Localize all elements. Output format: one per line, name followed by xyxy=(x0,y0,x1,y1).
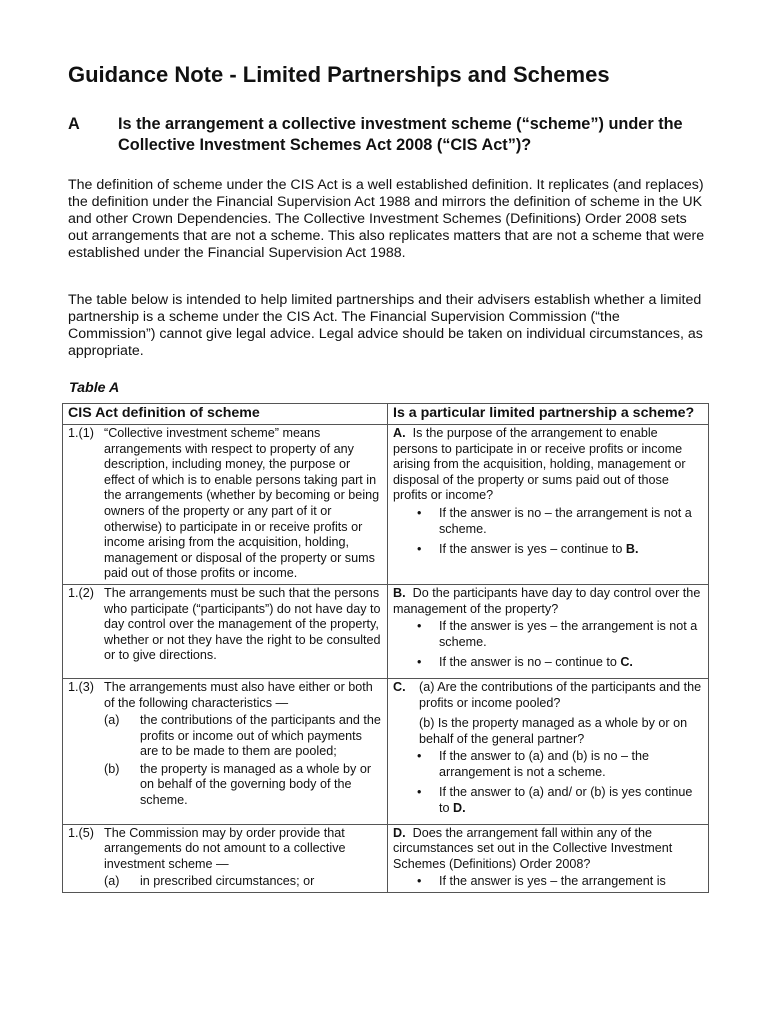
table-header-row xyxy=(63,404,709,425)
clause-text: The Commission may by order provide that arrangements do not amount to a collective investment scheme — xyxy=(104,825,346,871)
column-header-definition: CIS Act definition of scheme xyxy=(63,404,388,425)
definition-cell xyxy=(63,678,388,824)
question-text: Does the arrangement fall within any of the circumstances set out in the Collective Investment Schemes (Definitions) Order 2008? xyxy=(393,825,673,871)
question-cell xyxy=(388,678,709,824)
answer-text: If the answer to (a) and/ or (b) is yes continue to xyxy=(439,785,693,816)
section-letter: A xyxy=(68,115,80,133)
scheme-definition-table xyxy=(62,403,709,893)
clause-number: 1.(5) xyxy=(68,825,94,840)
section-heading-text: Is the arrangement a collective investment scheme (“scheme”) under the Collective Investment Schemes Act 2008 (“CIS Act”)? xyxy=(118,115,683,154)
sub-clause-text: in prescribed circumstances; or xyxy=(140,874,315,889)
answer-text: If the answer to (a) and (b) is no – the arrangement is not a scheme. xyxy=(439,749,650,779)
question-letter: C. xyxy=(393,679,406,694)
answer-text: If the answer is yes – the arrangement is xyxy=(439,874,666,889)
question-text-b: (b) Is the property managed as a whole by or on behalf of the general partner? xyxy=(419,716,688,746)
question-text: Is the purpose of the arrangement to enable persons to participate in or receive profits or income arising from the acquisition, holding, management or disposal of the property or sums paid out of those profits or income? xyxy=(393,426,686,503)
question-cell xyxy=(388,425,709,585)
clause-number: 1.(1) xyxy=(68,426,94,440)
question-letter: D. xyxy=(393,825,406,840)
definition-cell xyxy=(63,824,388,892)
list-item xyxy=(393,619,703,650)
question-text: Do the participants have day to day control over the management of the property? xyxy=(393,585,701,616)
table-intro-paragraph: The table below is intended to help limited partnerships and their advisers establish whether a limited partnership is a scheme under the CIS Act. The Financial Supervision Commission (“the Commission”) cannot give legal advice. Legal advice should be taken on individual circumstances, as appropriate. xyxy=(68,292,703,359)
sub-clause-text: the contributions of the participants and the profits or income out of which payments are to be made to them are pooled; xyxy=(140,713,381,759)
clause-text: The arrangements must also have either or both of the following characteristics — xyxy=(104,679,373,710)
table-row xyxy=(63,425,709,585)
column-header-question: Is a particular limited partnership a scheme? xyxy=(388,404,709,425)
answer-list xyxy=(393,749,703,816)
list-item xyxy=(393,542,703,558)
answer-text: If the answer is no – the arrangement is not a scheme. xyxy=(439,505,692,536)
list-item xyxy=(393,785,703,816)
question-text-a: (a) Are the contributions of the participants and the profits or income pooled? xyxy=(419,679,702,710)
next-step-ref: C. xyxy=(620,655,633,670)
next-step-ref: D. xyxy=(453,801,466,816)
sub-clause-a xyxy=(104,874,382,890)
bullet-icon: • xyxy=(417,619,422,634)
intro-paragraph: The definition of scheme under the CIS Act is a well established definition. It replicates (and replaces) the definition under the Financial Supervision Act 1988 and mirrors the definition of scheme in the UK and other Crown Dependencies. The Collective Investment Schemes (Definitions) Order 2008 sets out arrangements that are not a scheme. This also replicates matters that are not a scheme that were established under the Financial Supervision Act 1988. xyxy=(68,177,705,261)
question-letter: A. xyxy=(393,426,406,440)
sub-clause-label: (a) xyxy=(104,713,120,728)
question-letter: B. xyxy=(393,585,406,600)
list-item xyxy=(393,506,703,537)
sub-clause-label: (b) xyxy=(104,761,120,776)
clause-text: The arrangements must be such that the persons who participate (“participants”) do not have day to day control over the management of the property, whether or not they have the right to be consulted or to give directions. xyxy=(104,585,381,663)
table-row xyxy=(63,678,709,824)
page-title: Guidance Note - Limited Partnerships and Schemes xyxy=(68,62,610,87)
clause-number: 1.(2) xyxy=(68,585,94,600)
answer-list xyxy=(393,506,703,558)
list-item xyxy=(393,655,703,671)
bullet-icon: • xyxy=(417,542,422,557)
table-row xyxy=(63,584,709,678)
next-step-ref: B. xyxy=(625,542,639,557)
answer-text: If the answer is no – continue to xyxy=(439,655,621,670)
answer-list xyxy=(393,619,703,671)
bullet-icon: • xyxy=(417,655,422,670)
bullet-icon: • xyxy=(417,505,422,520)
answer-text: If the answer is yes – the arrangement is not a scheme. xyxy=(439,619,698,649)
answer-text: If the answer is yes – continue to xyxy=(439,542,626,557)
sub-clause-a xyxy=(104,713,382,760)
question-cell xyxy=(388,824,709,892)
sub-clause-label: (a) xyxy=(104,874,120,889)
sub-clause-b xyxy=(104,762,382,809)
clause-number: 1.(3) xyxy=(68,679,94,694)
bullet-icon: • xyxy=(417,874,422,889)
definition-cell xyxy=(63,584,388,678)
list-item xyxy=(393,749,703,780)
clause-text: “Collective investment scheme” means arrangements with respect to property of any description, including money, the purpose or effect of which is to enable persons taking part in the arrangements (whether by becoming or being owners of the property or any part of it or otherwise) to participate in or receive profits or income arising from the acquisition, holding, management or disposal of the property or sums paid out of those profits or income. xyxy=(104,426,380,581)
sub-clause-text: the property is managed as a whole by or on behalf of the governing body of the scheme. xyxy=(140,761,372,808)
bullet-icon: • xyxy=(417,785,422,800)
definition-cell xyxy=(63,425,388,585)
table-caption: Table A xyxy=(69,380,120,396)
list-item xyxy=(393,874,703,890)
table-row xyxy=(63,824,709,892)
bullet-icon: • xyxy=(417,749,422,764)
question-cell xyxy=(388,584,709,678)
answer-list xyxy=(393,874,703,890)
